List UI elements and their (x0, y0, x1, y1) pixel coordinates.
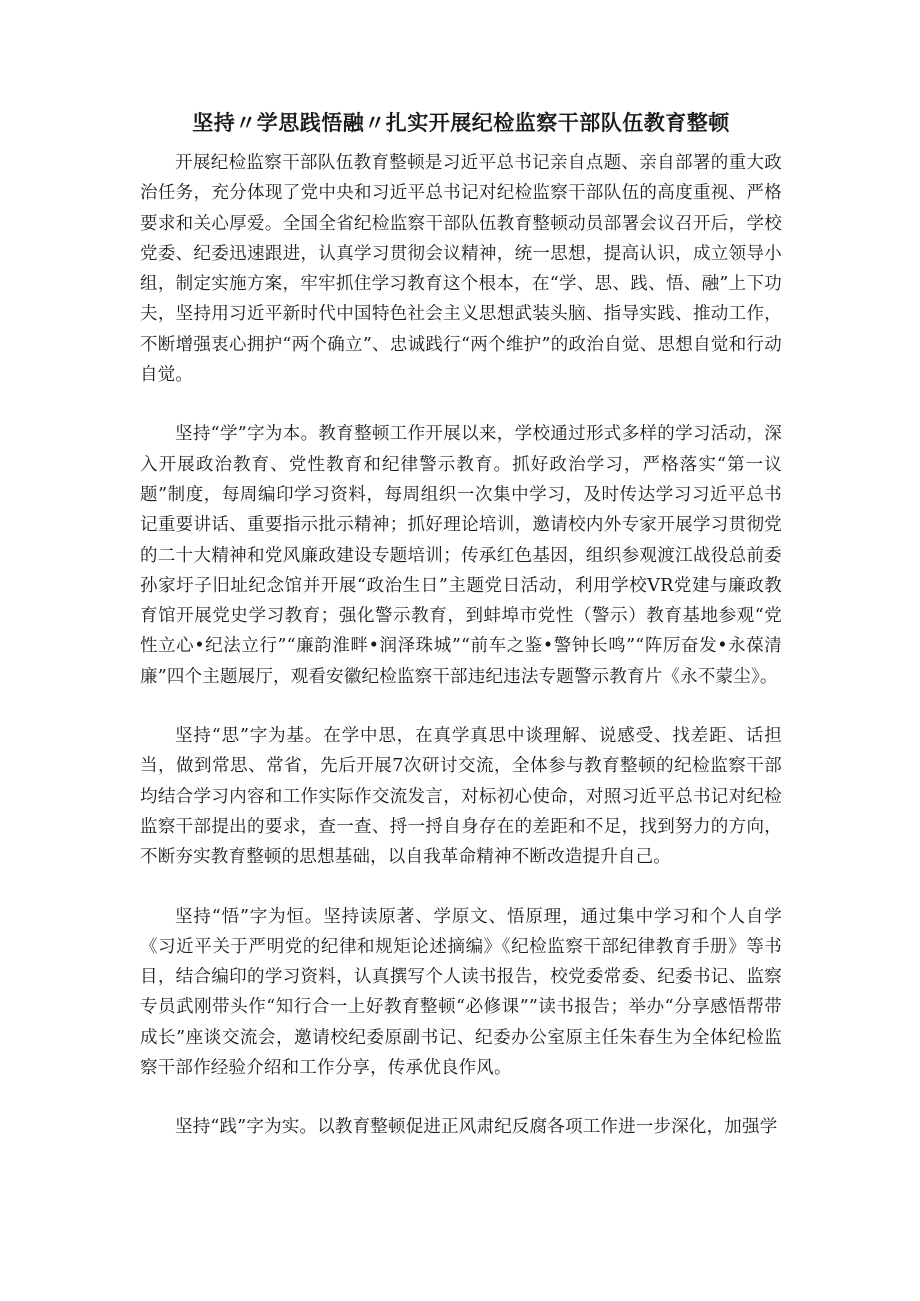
paragraph-comprehend: 坚持“悟”字为恒。坚持读原著、学原文、悟原理，通过集中学习和个人自学《习近平关于严明党的纪律和规矩论述摘编》《纪检监察干部纪律教育手册》等书目，结合编印的学习资料，认真撰写个人读书报告，校党委常委、纪委书记、监察专员武刚带头作“知行合一上好教育整顿“必修课””读书报告；举办“分享感悟帮带成长”座谈交流会，邀请校纪委原副书记、纪委办公室原主任朱春生为全体纪检监察干部作经验介绍和工作分享，传承优良作风。 (140, 906, 782, 1079)
paragraph-practice: 坚持“践”字为实。以教育整顿促进正风肃纪反腐各项工作进一步深化，加强学 (175, 1117, 778, 1138)
paragraph-study: 坚持“学”字为本。教育整顿工作开展以来，学校通过形式多样的学习活动，深入开展政治教育、党性教育和纪律警示教育。抓好政治学习，严格落实“第一议题”制度，每周编印学习资料，每周组织一次集中学习，及时传达学习习近平总书记重要讲话、重要指示批示精神；抓好理论培训，邀请校内外专家开展学习贯彻党的二十大精神和党风廉政建设专题培训；传承红色基因，组织参观渡江战役总前委孙家圩子旧址纪念馆并开展“政治生日”主题党日活动，利用学校VR党建与廉政教育馆开展党史学习教育；强化警示教育，到蚌埠市党性（警示）教育基地参观“党性立心•纪法立行”“廉韵淮畔•润泽珠城”“前车之鉴•警钟长鸣”“阵厉奋发•永葆清廉”四个主题展厅，观看安徽纪检监察干部违纪违法专题警示教育片《永不蒙尘》。 (140, 424, 782, 687)
document-title: 坚持〃学思践悟融〃扎实开展纪检监察干部队伍教育整顿 (192, 111, 730, 135)
paragraph-intro: 开展纪检监察干部队伍教育整顿是习近平总书记亲自点题、亲自部署的重大政治任务，充分体现了党中央和习近平总书记对纪检监察干部队伍的高度重视、严格要求和关心厚爱。全国全省纪检监察干部队伍教育整顿动员部署会议召开后，学校党委、纪委迅速跟进，认真学习贯彻会议精神，统一思想，提高认识，成立领导小组，制定实施方案，牢牢抓住学习教育这个根本，在“学、思、践、悟、融”上下功夫，坚持用习近平新时代中国特色社会主义思想武装头脑、指导实践、推动工作，不断增强衷心拥护“两个确立”、忠诚践行“两个维护”的政治自觉、思想自觉和行动自觉。 (140, 153, 782, 386)
paragraph-reflect: 坚持“思”字为基。在学中思，在真学真思中谈理解、说感受、找差距、话担当，做到常思、常省，先后开展7次研讨交流，全体参与教育整顿的纪检监察干部均结合学习内容和工作实际作交流发言，对标初心使命，对照习近平总书记对纪检监察干部提出的要求，查一查、捋一捋自身存在的差距和不足，找到努力的方向，不断夯实教育整顿的思想基础，以自我革命精神不断改造提升自己。 (140, 726, 782, 868)
document-page (140, 108, 782, 1143)
